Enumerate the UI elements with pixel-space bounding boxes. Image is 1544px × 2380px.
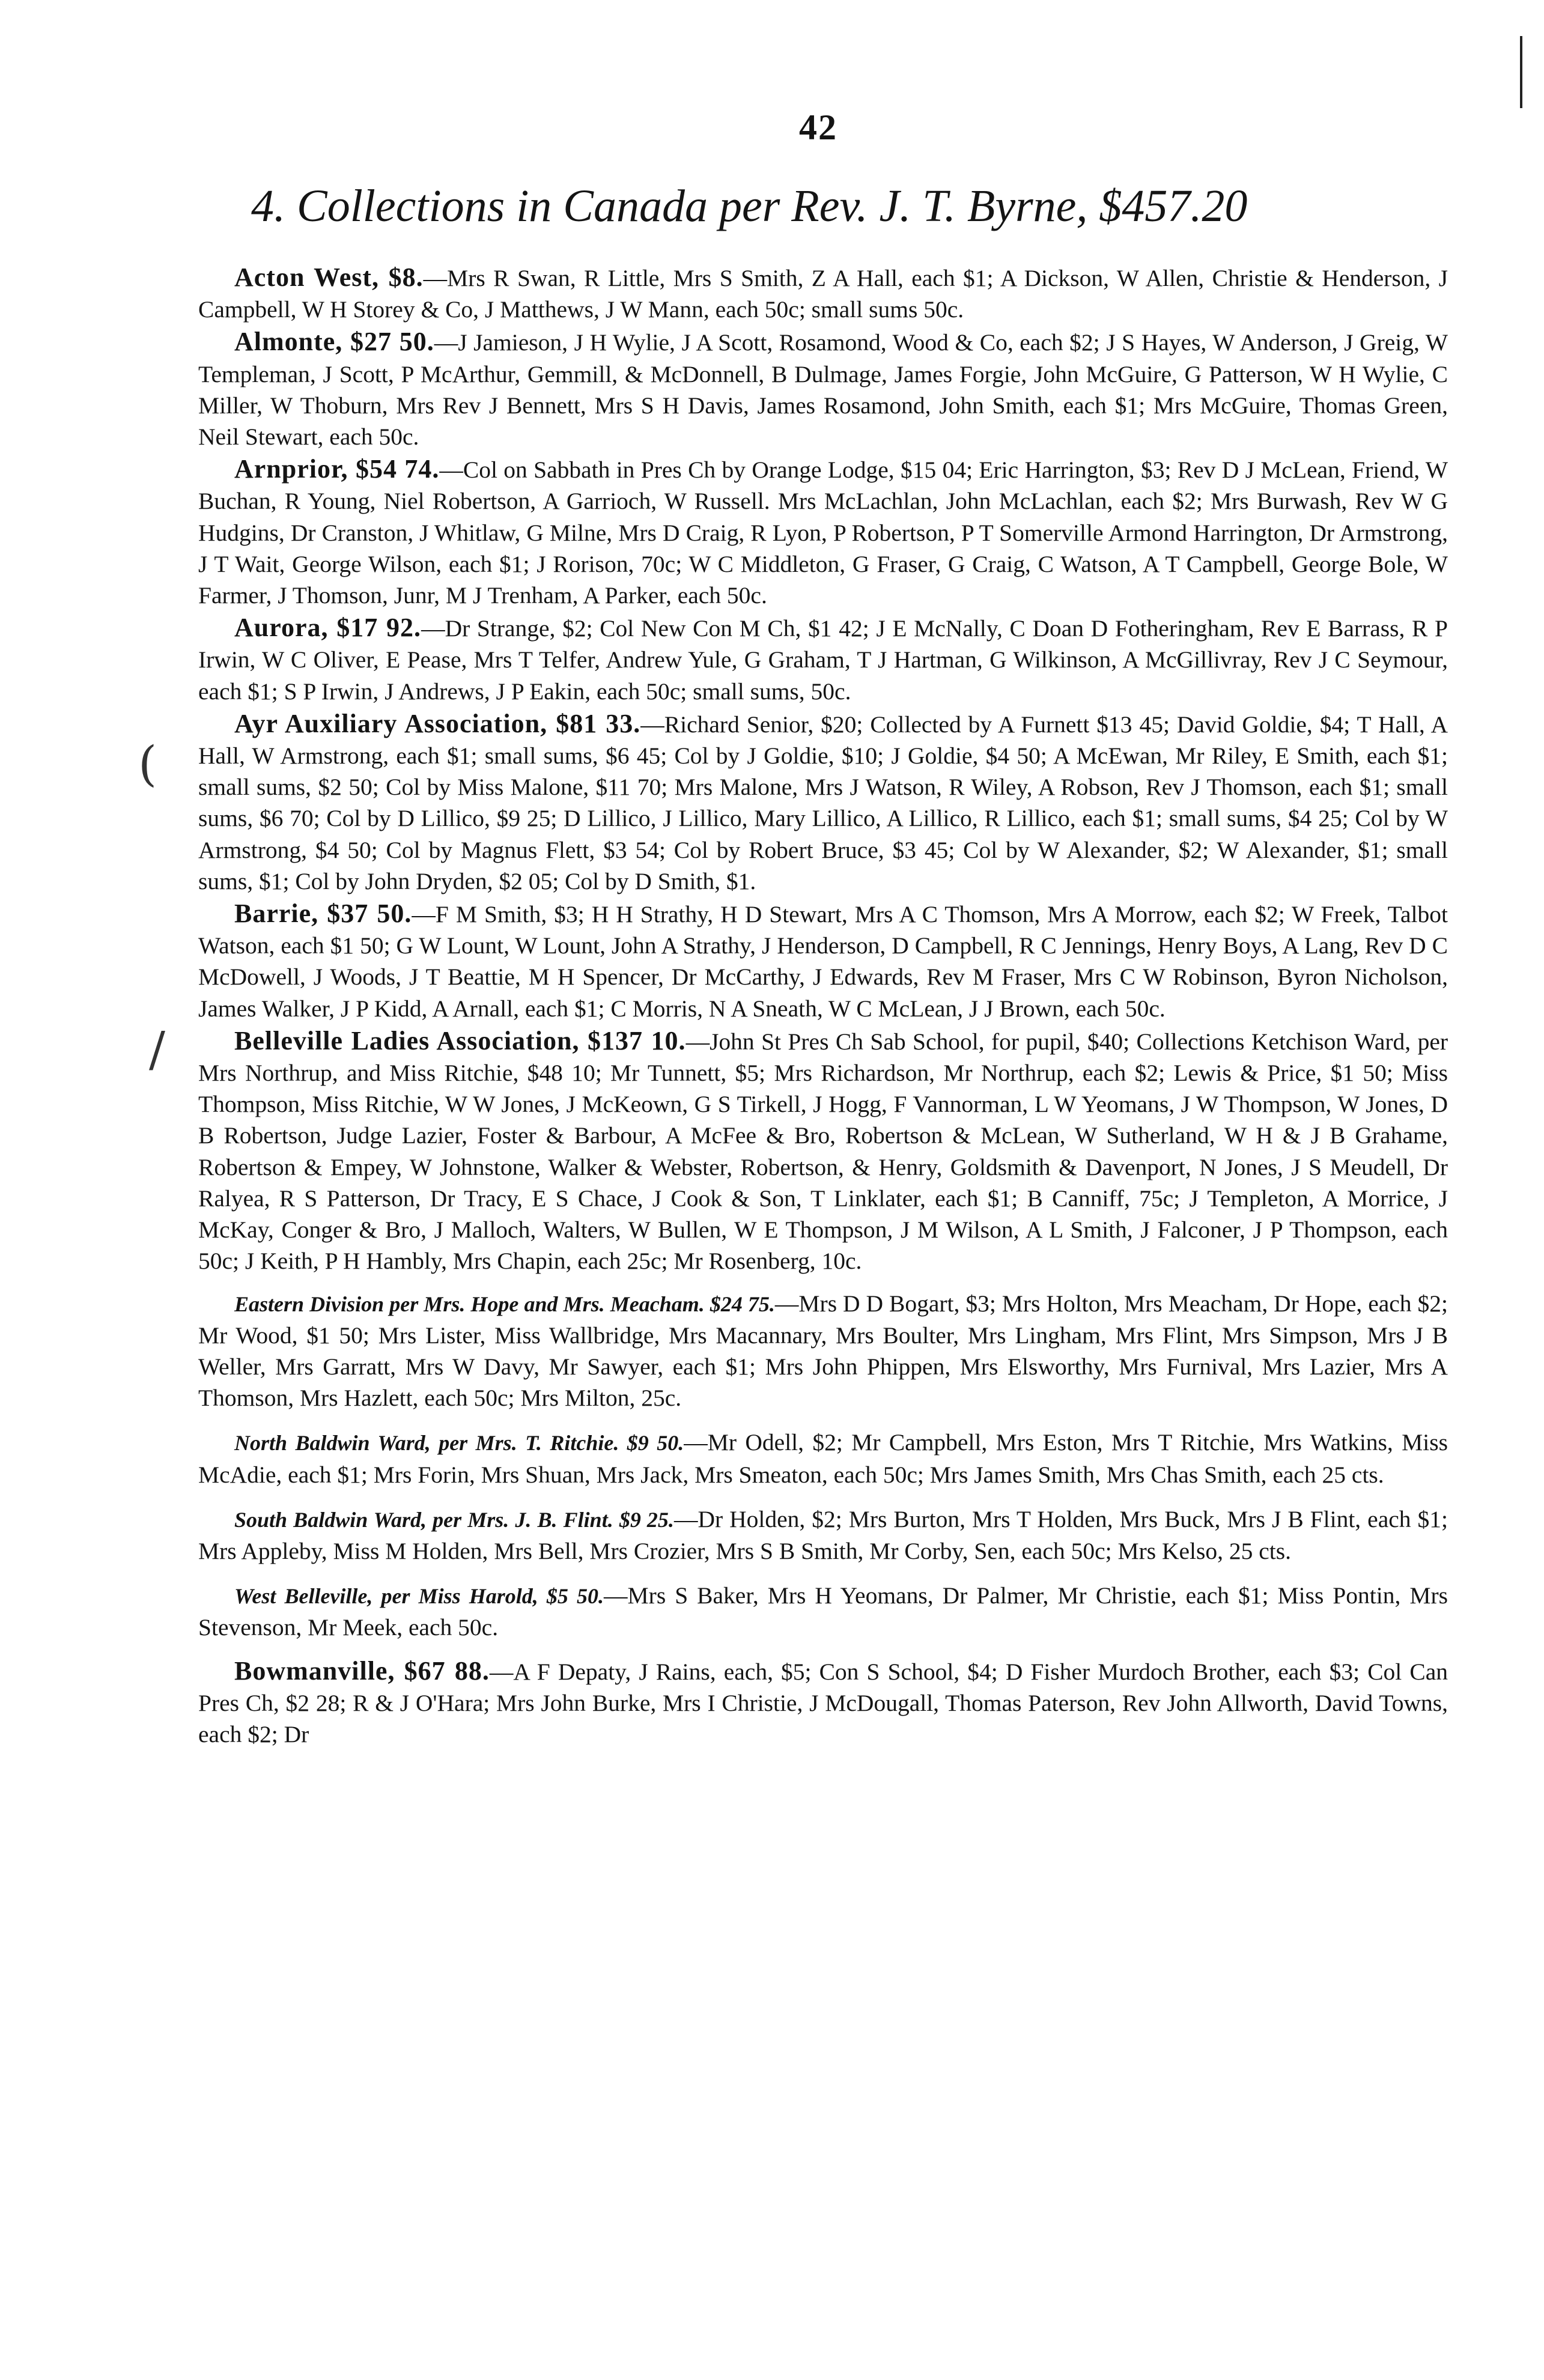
entry-place: Aurora, $17 92. [234,613,422,643]
entry-place: Arnprior, $54 74. [234,454,440,484]
entry-text: —Dr Holden, $2; Mrs Burton, Mrs T Holden, Mrs Buck, Mrs J B Flint, each $1; Mrs Appleby, Miss M Holden, Mrs Bell, Mrs Crozier, Mrs S B Smith, Mr Corby, Sen, each 50c; Mrs Kelso, 25 cts. [198,1505,1448,1564]
sub-collection-entry [198,1504,1448,1567]
entry-text: —Dr Strange, $2; Col New Con M Ch, $1 42; J E McNally, C Doan D Fotheringham, Rev E Barrass, R P Irwin, W C Oliver, E Pease, Mrs T Telfer, Andrew Yule, G Graham, T J Hartman, G Wilkinson, A McGillivray, Rev J C Seymour, each $1; S P Irwin, J Andrews, J P Eakin, each 50c; small sums, 50c. [198,615,1448,705]
entry-text: —John St Pres Ch Sab School, for pupil, $40; Collections Ketchison Ward, per Mrs Northrup, and Miss Ritchie, $48 10; Mr Tunnett, $5; Mrs Richardson, Mr Northrup, each $2; Lewis & Price, $1 50; Miss Thompson, Miss Ritchie, W W Jones, J McKeown, G S Tirkell, J Hogg, F Vannorman, L W Yeomans, J W Thompson, W Jones, D B Robertson, Judge Lazier, Foster & Barbour, A McFee & Bro, Robertson & McLean, W Sutherland, W H & J B Grahame, Robertson & Empey, W Johnstone, Walker & Webster, Robertson, & Henry, Goldsmith & Davenport, N Jones, J S Meudell, Dr Ralyea, R S Patterson, Dr Tracy, E S Chace, J Cook & Son, T Linklater, each $1; B Canniff, 75c; J Templeton, A Morrice, J McKay, Conger & Bro, J Malloch, Walters, W Bullen, W E Thompson, J M Wilson, A L Smith, J Falconer, J P Thompson, each 50c; J Keith, P H Hambly, Mrs Chapin, each 25c; Mr Rosenberg, 10c. [198,1028,1448,1275]
entry-place: Acton West, $8. [234,263,424,292]
collections-list [198,262,1448,1750]
collection-entry [198,708,1448,897]
entry-place: Eastern Division per Mrs. Hope and Mrs. Meacham. $24 75. [234,1292,775,1316]
entry-text: —Mr Odell, $2; Mr Campbell, Mrs Eston, Mrs T Ritchie, Mrs Watkins, Miss McAdie, each $1; Mrs Forin, Mrs Shuan, Mrs Jack, Mrs Smeaton, each 50c; Mrs James Smith, Mrs Chas Smith, each 25 cts. [198,1429,1448,1488]
collection-entry [198,1656,1448,1750]
entry-text: —Col on Sabbath in Pres Ch by Orange Lodge, $15 04; Eric Harrington, $3; Rev D J McLean, Friend, W Buchan, R Young, Niel Robertson, A Garrioch, W Russell. Mrs McLachlan, John McLachlan, each $2; Mrs Burwash, Rev W G Hudgins, Dr Cranston, J Whitlaw, G Milne, Mrs D Craig, R Lyon, P Robertson, P T Somerville Armond Harrington, Dr Armstrong, J T Wait, George Wilson, each $1; J Rorison, 70c; W C Middleton, G Fraser, G Craig, C Watson, A T Campbell, George Bole, W Farmer, J Thomson, Junr, M J Trenham, A Parker, each 50c. [198,457,1448,609]
entry-text: —Mrs R Swan, R Little, Mrs S Smith, Z A Hall, each $1; A Dickson, W Allen, Christie & Henderson, J Campbell, W H Storey & Co, J Matthews, J W Mann, each 50c; small sums 50c. [198,265,1448,323]
entry-text: —F M Smith, $3; H H Strathy, H D Stewart, Mrs A C Thomson, Mrs A Morrow, each $2; W Freek, Talbot Watson, each $1 50; G W Lount, W Lount, John A Strathy, J Henderson, D Campbell, R C Jennings, Henry Boys, A Lang, Rev D C McDowell, J Woods, J T Beattie, M H Spencer, Dr McCarthy, J Edwards, Rev M Fraser, Mrs C W Robinson, Byron Nicholson, James Walker, J P Kidd, A Arnall, each $1; C Morris, N A Sneath, W C McLean, J J Brown, each 50c. [198,901,1448,1022]
section-heading: 4. Collections in Canada per Rev. J. T. Byrne, $457.20 [251,181,1248,231]
entry-text: —Richard Senior, $20; Collected by A Furnett $13 45; David Goldie, $4; T Hall, A Hall, W Armstrong, each $1; small sums, $6 45; Col by J Goldie, $10; J Goldie, $4 50; A McEwan, Mr Riley, E Smith, each $1; small sums, $2 50; Col by Miss Malone, $11 70; Mrs Malone, Mrs J Watson, R Wiley, A Robson, Rev J Thomson, each $1; small sums, $6 70; Col by D Lillico, $9 25; D Lillico, J Lillico, Mary Lillico, A Lillico, R Lillico, each $1; small sums, $4 25; Col by W Armstrong, $4 50; Col by Magnus Flett, $3 54; Col by Robert Bruce, $3 45; Col by W Alexander, $2; W Alexander, $1; small sums, $1; Col by John Dryden, $2 05; Col by D Smith, $1. [198,711,1448,894]
entry-place: South Baldwin Ward, per Mrs. J. B. Flint. $9 25. [234,1507,674,1532]
collection-entry [198,454,1448,611]
entry-place: Almonte, $27 50. [234,327,434,357]
margin-stroke-mark: / [149,1021,165,1077]
page-number: 42 [799,108,837,147]
entry-place: West Belleville, per Miss Harold, $5 50. [234,1584,604,1609]
sub-collection-entry [198,1427,1448,1490]
collection-entry [198,326,1448,452]
entry-place: Belleville Ladies Association, $137 10. [234,1025,686,1055]
entry-text: —A F Depaty, J Rains, each, $5; Con S School, $4; D Fisher Murdoch Brother, each $3; Col Can Pres Ch, $2 28; R & J O'Hara; Mrs John Burke, Mrs I Christie, J McDougall, Thomas Paterson, Rev John Allworth, David Towns, each $2; Dr [198,1658,1448,1747]
entry-text: —Mrs D D Bogart, $3; Mrs Holton, Mrs Meacham, Dr Hope, each $2; Mr Wood, $1 50; Mrs Lister, Miss Wallbridge, Mrs Macannary, Mrs Boulter, Mrs Lingham, Mrs Flint, Mrs Simpson, Mrs J B Weller, Mrs Garratt, Mrs W Davy, Mr Sawyer, each $1; Mrs John Phippen, Mrs Elsworthy, Mrs Furnival, Mrs Lazier, Mrs A Thomson, Mrs Hazlett, each 50c; Mrs Milton, 25c. [198,1290,1448,1412]
entry-place: Ayr Auxiliary Association, $81 33. [234,708,641,738]
margin-bracket-mark: ( [138,736,157,792]
scan-edge-mark [1520,36,1522,108]
collection-entry [198,898,1448,1024]
entry-text: —J Jamieson, J H Wylie, J A Scott, Rosamond, Wood & Co, each $2; J S Hayes, W Anderson, J Greig, W Templeman, J Scott, P McArthur, Gemmill, & McDonnell, B Dulmage, James Forgie, John McGuire, G Patterson, W H Wylie, C Miller, W Thoburn, Mrs Rev J Bennett, Mrs S H Davis, James Rosamond, John Smith, each $1; Mrs McGuire, Thomas Green, Neil Stewart, each 50c. [198,329,1448,451]
collection-entry [198,612,1448,707]
entry-place: Barrie, $37 50. [234,899,412,929]
sub-collection-entry [198,1580,1448,1643]
collection-entry [198,1025,1448,1277]
collection-entry [198,262,1448,325]
entry-place: North Baldwin Ward, per Mrs. T. Ritchie. $9 50. [234,1431,684,1456]
entry-place: Bowmanville, $67 88. [234,1656,490,1686]
entry-text: —Mrs S Baker, Mrs H Yeomans, Dr Palmer, Mr Christie, each $1; Miss Pontin, Mrs Stevenson, Mr Meek, each 50c. [198,1582,1448,1641]
sub-collection-entry [198,1288,1448,1414]
